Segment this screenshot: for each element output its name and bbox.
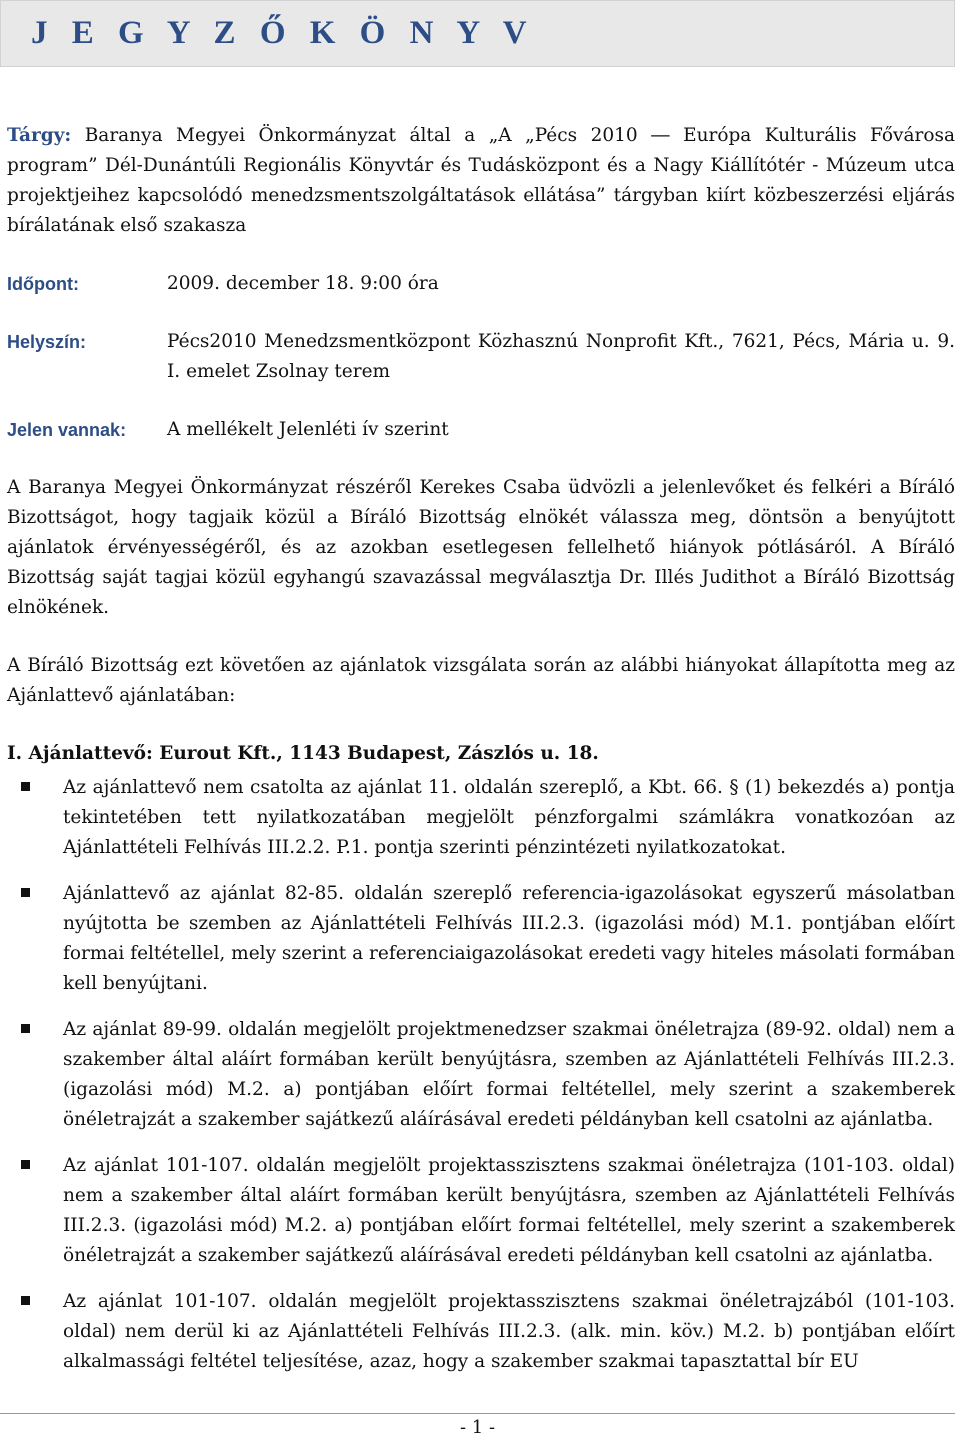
subject-text: Baranya Megyei Önkormányzat által a „A „Pécs 2010 ― Európa Kulturális Fővárosa program” Dél-Dunántúli Regionális Könyvtár és Tudásközpont és a Nagy Kiállítótér - Múzeum utca projektjeihez kapcsolódó menedzsmentszolgáltatások ellátása” tárgyban kiírt közbeszerzési eljárás bírálatának első szakasza: [7, 125, 955, 236]
time-label: Időpont:: [7, 274, 79, 294]
list-item: [7, 773, 955, 863]
list-item-text: Az ajánlat 101-107. oldalán megjelölt projektasszisztens szakmai önéletrajzából (101-103. oldal) nem derül ki az Ajánlattételi Felhívás III.2.3. (alk. min. köv.) M.2. b) pontjában előírt alkalmassági feltétel teljesítése, azaz, hogy a szakember szakmai tapasztattal bír EU: [63, 1291, 955, 1372]
square-bullet-icon: [21, 782, 30, 791]
present-label: Jelen vannak:: [7, 420, 127, 440]
findings-list: [7, 773, 955, 1377]
present-value: A mellékelt Jelenléti ív szerint: [167, 419, 449, 440]
subject-paragraph: [7, 121, 955, 241]
list-item-text: Ajánlattevő az ajánlat 82-85. oldalán szereplő referencia-igazolásokat egyszerű másolatban nyújtotta be szemben az Ajánlattételi Felhívás III.2.3. (igazolási mód) M.1. pontjában előírt formai feltétellel, mely szerint a referenciaigazolásokat eredeti vagy hiteles másolati formában kell benyújtani.: [63, 883, 955, 994]
page-number: - 1 -: [459, 1417, 496, 1438]
title-banner: [0, 0, 955, 67]
list-item: [7, 1287, 955, 1377]
present-row: [7, 415, 955, 445]
place-value: Pécs2010 Menedzsmentközpont Közhasznú Nonprofit Kft., 7621, Pécs, Mária u. 9. I. emelet Zsolnay terem: [167, 331, 955, 382]
square-bullet-icon: [21, 1024, 30, 1033]
square-bullet-icon: [21, 1160, 30, 1169]
bidder-heading: I. Ajánlattevő: Eurout Kft., 1143 Budapest, Zászlós u. 18.: [7, 743, 599, 764]
document-body: [7, 121, 955, 1377]
place-row: [7, 327, 955, 387]
place-label: Helyszín:: [7, 332, 87, 352]
list-item: [7, 1151, 955, 1271]
footer-divider: [0, 1413, 955, 1414]
document-title: J E G Y Z Ő K Ö N Y V: [31, 15, 535, 51]
list-item-text: Az ajánlattevő nem csatolta az ajánlat 11. oldalán szereplő, a Kbt. 66. § (1) bekezdés a) pontja tekintetében tett nyilatkozatában megjelölt pénzforgalmi számlákra vonatkozóan az Ajánlattételi Felhívás III.2.2. P.1. pontja szerinti pénzintézeti nyilatkozatokat.: [63, 777, 955, 858]
findings-intro-paragraph: A Bíráló Bizottság ezt követően az ajánlatok vizsgálata során az alábbi hiányokat állapította meg az Ajánlattevő ajánlatában:: [7, 655, 955, 706]
time-value: 2009. december 18. 9:00 óra: [167, 273, 439, 294]
list-item-text: Az ajánlat 101-107. oldalán megjelölt projektasszisztens szakmai önéletrajza (101-103. oldal) nem a szakember által aláírt formában került benyújtásra, szemben az Ajánlattételi Felhívás III.2.3. (igazolási mód) M.2. a) pontjában előírt formai feltétellel, mely szerint a szakemberek önéletrajzát a szakember sajátkezű aláírásával eredeti példányban kell csatolni az ajánlatba.: [63, 1155, 955, 1266]
time-row: [7, 269, 955, 299]
opening-paragraph: A Baranya Megyei Önkormányzat részéről Kerekes Csaba üdvözli a jelenlevőket és felkéri a Bíráló Bizottságot, hogy tagjaik közül a Bíráló Bizottság elnökét válassza meg, döntsön a benyújtott ajánlatok érvényességéről, és az azokban esetlegesen fellelhető hiányok pótlásáról. A Bíráló Bizottság saját tagjai közül egyhangú szavazással megválasztja Dr. Illés Judithot a Bíráló Bizottság elnökének.: [7, 477, 955, 618]
list-item: [7, 879, 955, 999]
square-bullet-icon: [21, 888, 30, 897]
square-bullet-icon: [21, 1296, 30, 1305]
subject-label: Tárgy:: [7, 125, 72, 146]
list-item-text: Az ajánlat 89-99. oldalán megjelölt projektmenedzser szakmai önéletrajza (89-92. oldal) nem a szakember által aláírt formában került benyújtásra, szemben az Ajánlattételi Felhívás III.2.3. (igazolási mód) M.2. a) pontjában előírt formai feltétellel, mely szerint a szakemberek önéletrajzát a szakember sajátkezű aláírásával eredeti példányban kell csatolni az ajánlatba.: [63, 1019, 955, 1130]
list-item: [7, 1015, 955, 1135]
